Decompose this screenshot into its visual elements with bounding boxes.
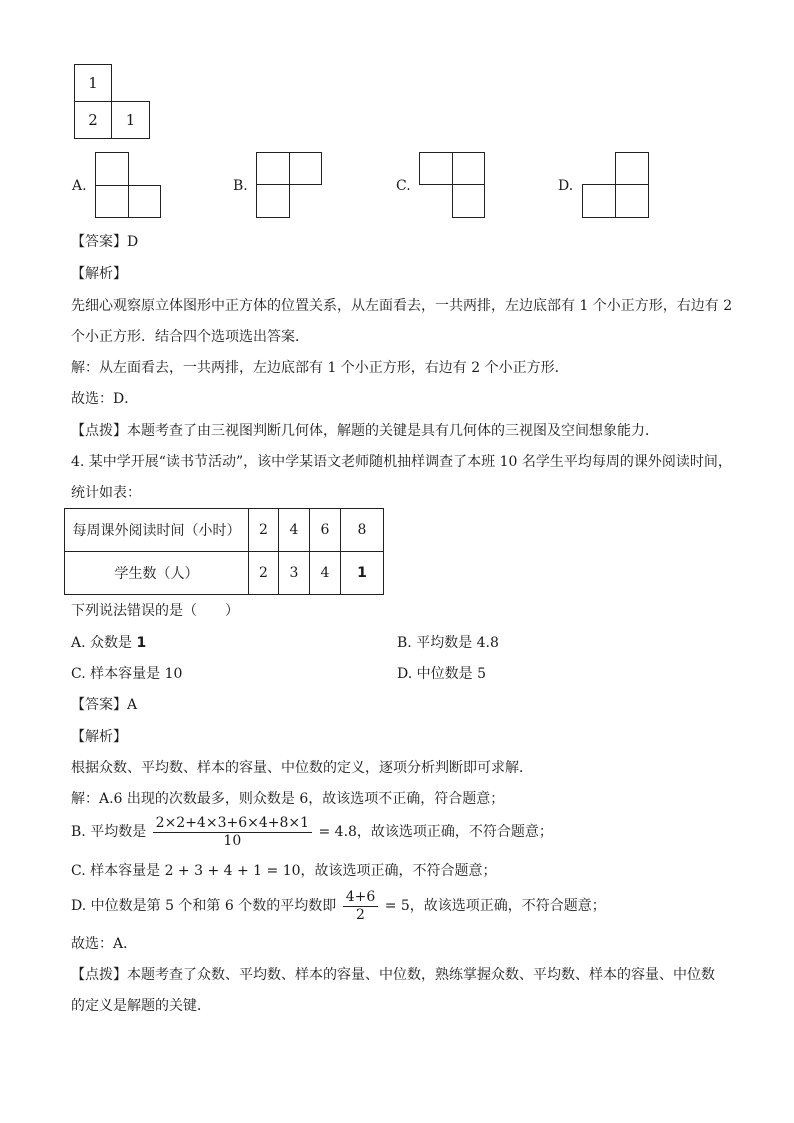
choice-c-square	[452, 152, 485, 185]
median-fraction-denominator: 2	[356, 906, 365, 923]
median-fraction	[343, 889, 379, 924]
q4-solution-a: 解：A.6 出现的次数最多，则众数是 6，故该选项不正确，符合题意；	[71, 791, 505, 807]
choice-b-label: B.	[233, 178, 248, 194]
q3-comment: 【点拨】本题考查了由三视图判断几何体，解题的关键是具有几何体的三视图及空间想象能力．	[71, 423, 659, 439]
q4-option-a-text: A. 众数是	[71, 635, 133, 651]
choice-d-label: D.	[558, 178, 574, 194]
q4-comment-line-1: 【点拨】本题考查了众数、平均数、样本的容量、中位数，熟练掌握众数、平均数、样本的容量、中位数	[71, 967, 715, 983]
q4-option-b: B. 平均数是 4.8	[397, 635, 499, 651]
table-cell: 2	[249, 552, 279, 595]
grid-cell-top: 1	[74, 64, 112, 102]
q4-solution-b-suffix: = 4.8，故该选项正确，不符合题意；	[318, 824, 553, 840]
q4-option-c: C. 样本容量是 10	[71, 666, 183, 682]
choice-c-square	[419, 152, 453, 185]
table-cell: 2	[249, 509, 279, 552]
q3-solution: 解：从左面看去，一共两排，左边底部有 1 个小正方形，右边有 2 个小正方形．	[71, 360, 569, 376]
q4-solution-c: C. 样本容量是 2 + 3 + 4 + 1 = 10，故该选项正确，不符合题意；	[71, 863, 497, 879]
table-cell: 4	[310, 552, 341, 595]
q4-choose: 故选：A．	[71, 936, 138, 952]
table-row	[65, 509, 384, 552]
q4-question: 下列说法错误的是（ ）	[71, 603, 239, 619]
reading-time-table	[64, 508, 384, 595]
choice-b-square	[289, 152, 322, 185]
mean-fraction-denominator: 10	[223, 832, 242, 849]
q4-solution-d-prefix: D. 中位数是第 5 个和第 6 个数的平均数即	[71, 898, 337, 914]
q3-analysis-line-1: 先细心观察原立体图形中正方体的位置关系，从左面看去，一共两排，左边底部有 1 个小正方形，右边有 2	[71, 298, 733, 314]
q4-analysis-heading: 【解析】	[71, 729, 127, 745]
choice-d-square	[615, 152, 649, 185]
grid-cell-bottom-right: 1	[111, 101, 150, 139]
table-cell: 6	[310, 509, 341, 552]
q4-solution-b-prefix: B. 平均数是	[71, 824, 147, 840]
q3-choose: 故选：D．	[71, 391, 139, 407]
q4-option-a	[71, 633, 146, 653]
choice-a-square	[128, 185, 161, 218]
q4-solution-d-suffix: = 5，故该选项正确，不符合题意；	[384, 898, 606, 914]
choice-a-label: A.	[72, 178, 87, 194]
median-fraction-numerator: 4+6	[343, 889, 379, 907]
table-cell: 3	[279, 552, 310, 595]
grid-cell-bottom-left: 2	[74, 101, 112, 139]
choice-a-square	[95, 185, 129, 218]
q4-solution-d	[71, 888, 606, 924]
q4-answer: 【答案】A	[71, 697, 138, 713]
table-header-students: 学生数（人）	[65, 552, 249, 595]
q4-solution-b	[71, 814, 553, 850]
table-header-hours: 每周课外阅读时间（小时）	[65, 509, 249, 552]
choice-c-label: C.	[396, 178, 411, 194]
q4-comment-line-2: 的定义是解题的关键．	[71, 998, 211, 1014]
q4-analysis: 根据众数、平均数、样本的容量、中位数的定义，逐项分析判断即可求解．	[71, 760, 533, 776]
q3-analysis-line-2: 个小正方形．结合四个选项选出答案．	[71, 329, 309, 345]
mean-fraction-numerator: 2×2+4×3+6×4+8×1	[153, 815, 312, 833]
choice-b-square	[256, 184, 290, 218]
choice-b-square	[256, 152, 290, 185]
q3-answer: 【答案】D	[71, 234, 139, 250]
q4-stem-line-1: 4. 某中学开展“读书节活动”，该中学某语文老师随机抽样调查了本班 10 名学生平均每周的课外阅读时间，	[71, 454, 732, 470]
table-cell: 8	[341, 509, 384, 552]
q4-stem-line-2: 统计如表：	[71, 485, 141, 501]
q3-analysis-heading: 【解析】	[71, 266, 127, 282]
choice-c-square	[452, 184, 485, 218]
choice-d-square	[615, 184, 649, 218]
table-row	[65, 552, 384, 595]
mean-fraction	[153, 815, 312, 850]
q4-option-a-value: 1	[136, 635, 147, 651]
choice-a-square	[95, 152, 129, 186]
table-cell: 1	[341, 552, 384, 595]
table-cell: 4	[279, 509, 310, 552]
q4-option-d: D. 中位数是 5	[397, 666, 486, 682]
choice-d-square	[582, 184, 616, 218]
